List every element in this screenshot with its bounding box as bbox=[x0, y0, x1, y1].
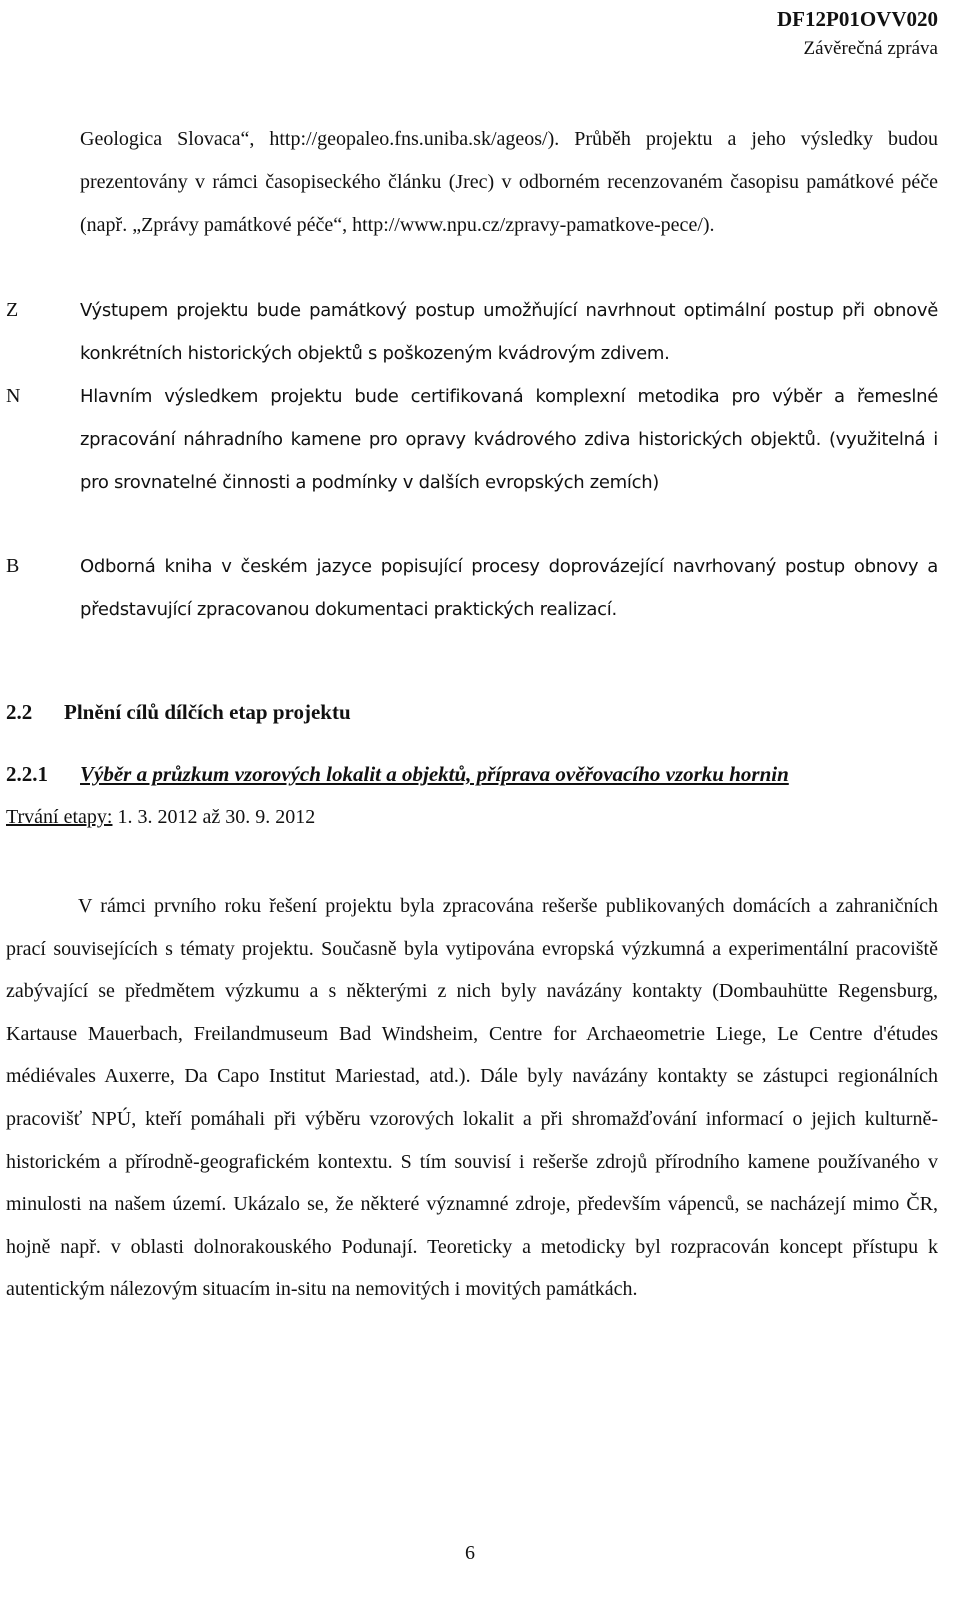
document-code: DF12P01OVV020 bbox=[777, 7, 938, 31]
list-item-z bbox=[0, 289, 960, 375]
stage-duration bbox=[6, 806, 315, 829]
list-item-text: Odborná kniha v českém jazyce popisující procesy doprovázející navrhovaný postup obnovy a představující zpracovanou dokumentaci praktických realizací. bbox=[80, 556, 938, 620]
list-item-letter: N bbox=[6, 385, 21, 407]
section-heading bbox=[6, 700, 351, 725]
list-item-text: Výstupem projektu bude památkový postup umožňující navrhnout optimální postup při obnově konkrétních historických objektů s poškozeným kvádrovým zdivem. bbox=[80, 300, 938, 364]
duration-label: Trvání etapy: bbox=[6, 806, 113, 828]
list-item-letter: Z bbox=[6, 299, 19, 321]
section-title: Plnění cílů dílčích etap projektu bbox=[64, 700, 351, 724]
subsection-number: 2.2.1 bbox=[6, 762, 48, 786]
list-item-letter: B bbox=[6, 555, 20, 577]
page-number: 6 bbox=[465, 1542, 475, 1564]
list-item-text: Hlavním výsledkem projektu bude certifikovaná komplexní metodika pro výběr a řemeslné zpracování náhradního kamene pro opravy kvádrového zdiva historických objektů. (využitelná i pro srovnatelné činnosti a podmínky v dalších evropských zemích) bbox=[80, 386, 938, 493]
list-item-b bbox=[0, 545, 960, 631]
document-subtitle: Závěrečná zpráva bbox=[803, 38, 938, 59]
duration-value: 1. 3. 2012 až 30. 9. 2012 bbox=[112, 806, 316, 828]
page-header bbox=[777, 6, 938, 66]
list-item-n bbox=[0, 375, 960, 504]
list-item-intro bbox=[0, 118, 960, 247]
body-paragraph: V rámci prvního roku řešení projektu byla zpracována rešerše publikovaných domácích a zahraničních prací souvisejících s tématy projektu. Současně byla vytipována evropská výzkumná a experimentální pracoviště zabývající se předmětem výzkumu a s některými z nich byly navázány kontakty (Dombauhütte Regensburg, Kartause Mauerbach, Freilandmuseum Bad Windsheim, Centre for Archaeometrie Liege, Le Centre d'études médiévales Auxerre, Da Capo Institut Mariestad, atd.). Dále byly navázány kontakty se zástupci regionálních pracovišť NPÚ, kteří pomáhali při výběru vzorových lokalit a při shromažďování informací o jejich kulturně-historickém a přírodně-geografickém kontextu. S tím souvisí i rešerše zdrojů přírodního kamene používaného v minulosti na našem území. Ukázalo se, že některé významné zdroje, především vápenců, se nacházejí mimo ČR, hojně např. v oblasti dolnorakouského Podunají. Teoreticky a metodicky byl rozpracován koncept přístupu k autentickým nálezovým situacím in-situ na nemovitých i movitých památkách. bbox=[6, 895, 938, 1301]
section-number: 2.2 bbox=[6, 700, 33, 724]
list-item-text: Geologica Slovaca“, http://geopaleo.fns.uniba.sk/ageos/). Průběh projektu a jeho výsledky budou prezentovány v rámci časopiseckého článku (Jrec) v odborném recenzovaném časopisu památkové péče (např. „Zprávy památkové péče“, http://www.npu.cz/zpravy-pamatkove-pece/). bbox=[80, 128, 938, 236]
subsection-heading bbox=[6, 762, 789, 787]
subsection-title: Výběr a průzkum vzorových lokalit a objektů, příprava ověřovacího vzorku hornin bbox=[80, 762, 789, 786]
